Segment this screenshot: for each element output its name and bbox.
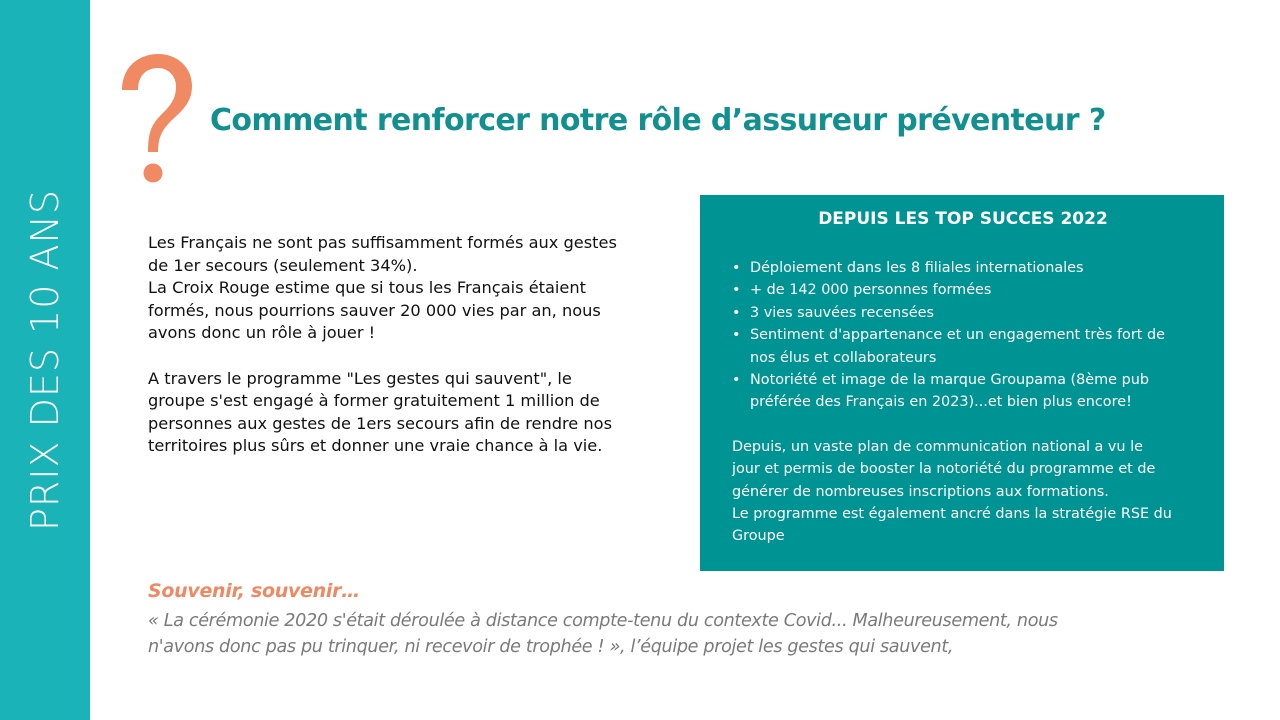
- program-line: personnes aux gestes de 1ers secours afin de rendre nos: [148, 413, 612, 433]
- quote-line: n'avons donc pas pu trinquer, ni recevoir de trophée ! », l’équipe projet les gestes qui sauvent,: [148, 637, 954, 657]
- bullet-icon: •: [732, 282, 741, 299]
- list-item-text: Sentiment d'appartenance et un engagement très fort de nos élus et collaborateurs: [750, 327, 1165, 366]
- souvenir-quote: [148, 608, 1198, 660]
- list-item: [732, 324, 1194, 369]
- box-paragraph-line: Groupe: [732, 528, 785, 545]
- intro-line: La Croix Rouge estime que si tous les Français étaient: [148, 278, 586, 298]
- success-box: [700, 195, 1224, 571]
- program-line: territoires plus sûrs et donner une vraie chance à la vie.: [148, 436, 603, 456]
- intro-line: de 1er secours (seulement 34%).: [148, 255, 418, 275]
- intro-line: avons donc un rôle à jouer !: [148, 323, 376, 343]
- box-paragraph-line: jour et permis de booster la notoriété du programme et de: [732, 461, 1156, 478]
- program-line: A travers le programme "Les gestes qui sauvent", le: [148, 368, 572, 388]
- list-item: [732, 302, 1194, 324]
- sidebar-title: PRIX DES 10 ANS: [23, 188, 67, 532]
- program-line: groupe s'est engagé à former gratuitement 1 million de: [148, 391, 600, 411]
- bullet-icon: •: [732, 372, 741, 389]
- box-paragraph-line: Depuis, un vaste plan de communication national a vu le: [732, 438, 1143, 455]
- list-item-text: 3 vies sauvées recensées: [750, 304, 934, 321]
- intro-line: Les Français ne sont pas suffisamment formés aux gestes: [148, 233, 617, 252]
- box-paragraph: [732, 436, 1194, 548]
- list-item-text: Déploiement dans les 8 filiales internationales: [750, 260, 1084, 276]
- box-title: DEPUIS LES TOP SUCCES 2022: [818, 209, 1108, 229]
- bullet-icon: •: [732, 327, 741, 344]
- list-item-text: Notoriété et image de la marque Groupama (8ème pub préférée des Français en 2023)...et bien plus encore!: [750, 372, 1149, 411]
- box-paragraph-line: générer de nombreuses inscriptions aux formations.: [732, 483, 1109, 500]
- page-title: Comment renforcer notre rôle d’assureur préventeur ?: [210, 103, 1106, 138]
- bullet-icon: •: [732, 304, 741, 321]
- souvenir-heading: Souvenir, souvenir…: [148, 580, 360, 602]
- paragraph-gap: [148, 345, 648, 368]
- intro-line: formés, nous pourrions sauver 20 000 vies par an, nous: [148, 300, 601, 320]
- sidebar-band: [0, 0, 90, 720]
- list-item: [732, 279, 1194, 301]
- list-item-text: + de 142 000 personnes formées: [750, 282, 992, 299]
- success-list: [732, 257, 1194, 414]
- quote-line: « La cérémonie 2020 s'était déroulée à distance compte-tenu du contexte Covid... Malheureusement, nous: [148, 611, 1058, 631]
- list-item: [732, 257, 1194, 279]
- intro-text: [148, 232, 648, 458]
- list-item: [732, 369, 1194, 414]
- box-paragraph-line: Le programme est également ancré dans la stratégie RSE du: [732, 506, 1172, 523]
- bullet-icon: •: [732, 260, 741, 276]
- question-mark-icon: [112, 52, 202, 192]
